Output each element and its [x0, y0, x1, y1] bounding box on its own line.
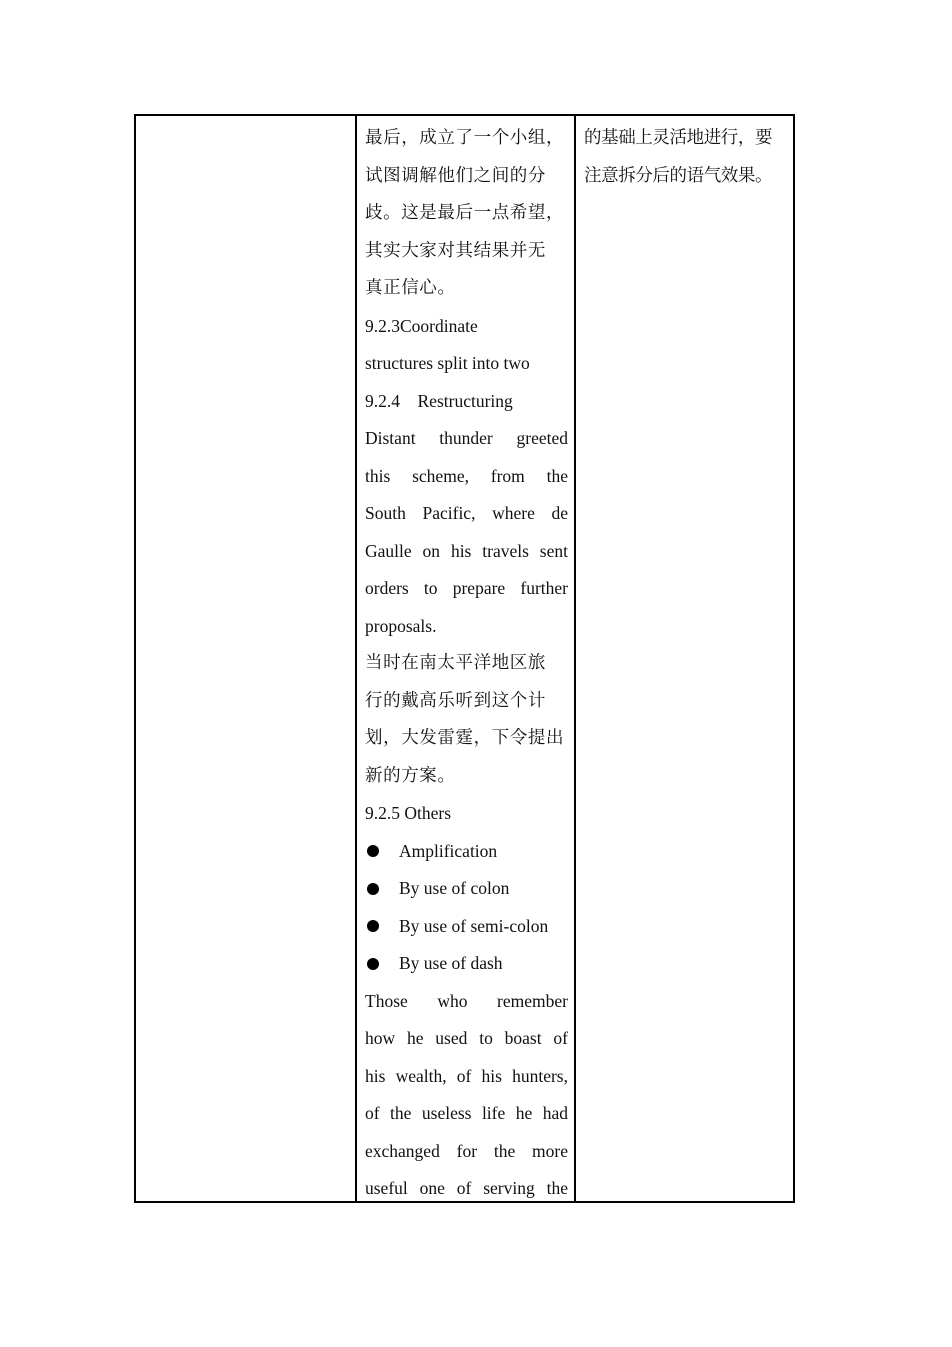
en-line: this scheme, from the	[365, 465, 568, 486]
bullet-dot-icon	[367, 883, 379, 895]
section-heading-9-2-4: 9.2.4 Restructuring	[365, 390, 513, 411]
en-line: proposals.	[365, 615, 437, 636]
section-heading-9-2-5: 9.2.5 Others	[365, 803, 452, 823]
right-column	[576, 116, 793, 1201]
en-line: South Pacific, where de	[365, 503, 568, 523]
bullet-text: By use of dash	[399, 953, 503, 973]
en-line: how he used to boast of	[365, 1028, 568, 1048]
zh-line: 行的戴高乐听到这个计	[365, 690, 546, 711]
en-line: exchanged for the more	[365, 1140, 568, 1161]
bullet-dot-icon	[367, 845, 379, 857]
left-column	[136, 116, 357, 1201]
document-table	[134, 114, 795, 1203]
bullet-item	[365, 833, 568, 871]
bullet-item	[365, 945, 568, 983]
zh-line: 划，大发雷霆，下令提出	[365, 728, 565, 748]
zh-line: 新的方案。	[365, 765, 456, 786]
bullet-item	[365, 870, 568, 908]
zh-line: 最后，成立了一个小组，	[365, 128, 565, 148]
section-heading-9-2-3: 9.2.3Coordinate	[365, 315, 478, 336]
zh-line: 注意拆分后的语气效果。	[584, 165, 773, 186]
zh-line: 的基础上灵活地进行，要	[584, 128, 773, 148]
bullet-text: Amplification	[399, 840, 498, 861]
middle-column	[357, 116, 576, 1201]
section-heading-9-2-3-cont: structures split into two	[365, 353, 530, 373]
zh-line: 真正信心。	[365, 278, 456, 298]
bullet-item	[365, 908, 568, 946]
en-line: Those who remember	[365, 990, 568, 1011]
en-line: Distant thunder greeted	[365, 428, 568, 448]
en-line: of the useless life he had	[365, 1103, 568, 1123]
bullet-dot-icon	[367, 920, 379, 932]
zh-line: 其实大家对其结果并无	[365, 240, 546, 261]
en-line: useful one of serving the	[365, 1178, 568, 1198]
en-line: his wealth, of his hunters,	[365, 1065, 568, 1086]
en-line: orders to prepare further	[365, 578, 568, 598]
bullet-text: By use of colon	[399, 878, 510, 898]
zh-line: 歧。这是最后一点希望，	[365, 203, 565, 223]
zh-line: 当时在南太平洋地区旅	[365, 653, 546, 673]
bullet-text: By use of semi-colon	[399, 915, 549, 936]
bullet-dot-icon	[367, 958, 379, 970]
zh-line: 试图调解他们之间的分	[365, 165, 546, 186]
en-line: Gaulle on his travels sent	[365, 540, 568, 561]
